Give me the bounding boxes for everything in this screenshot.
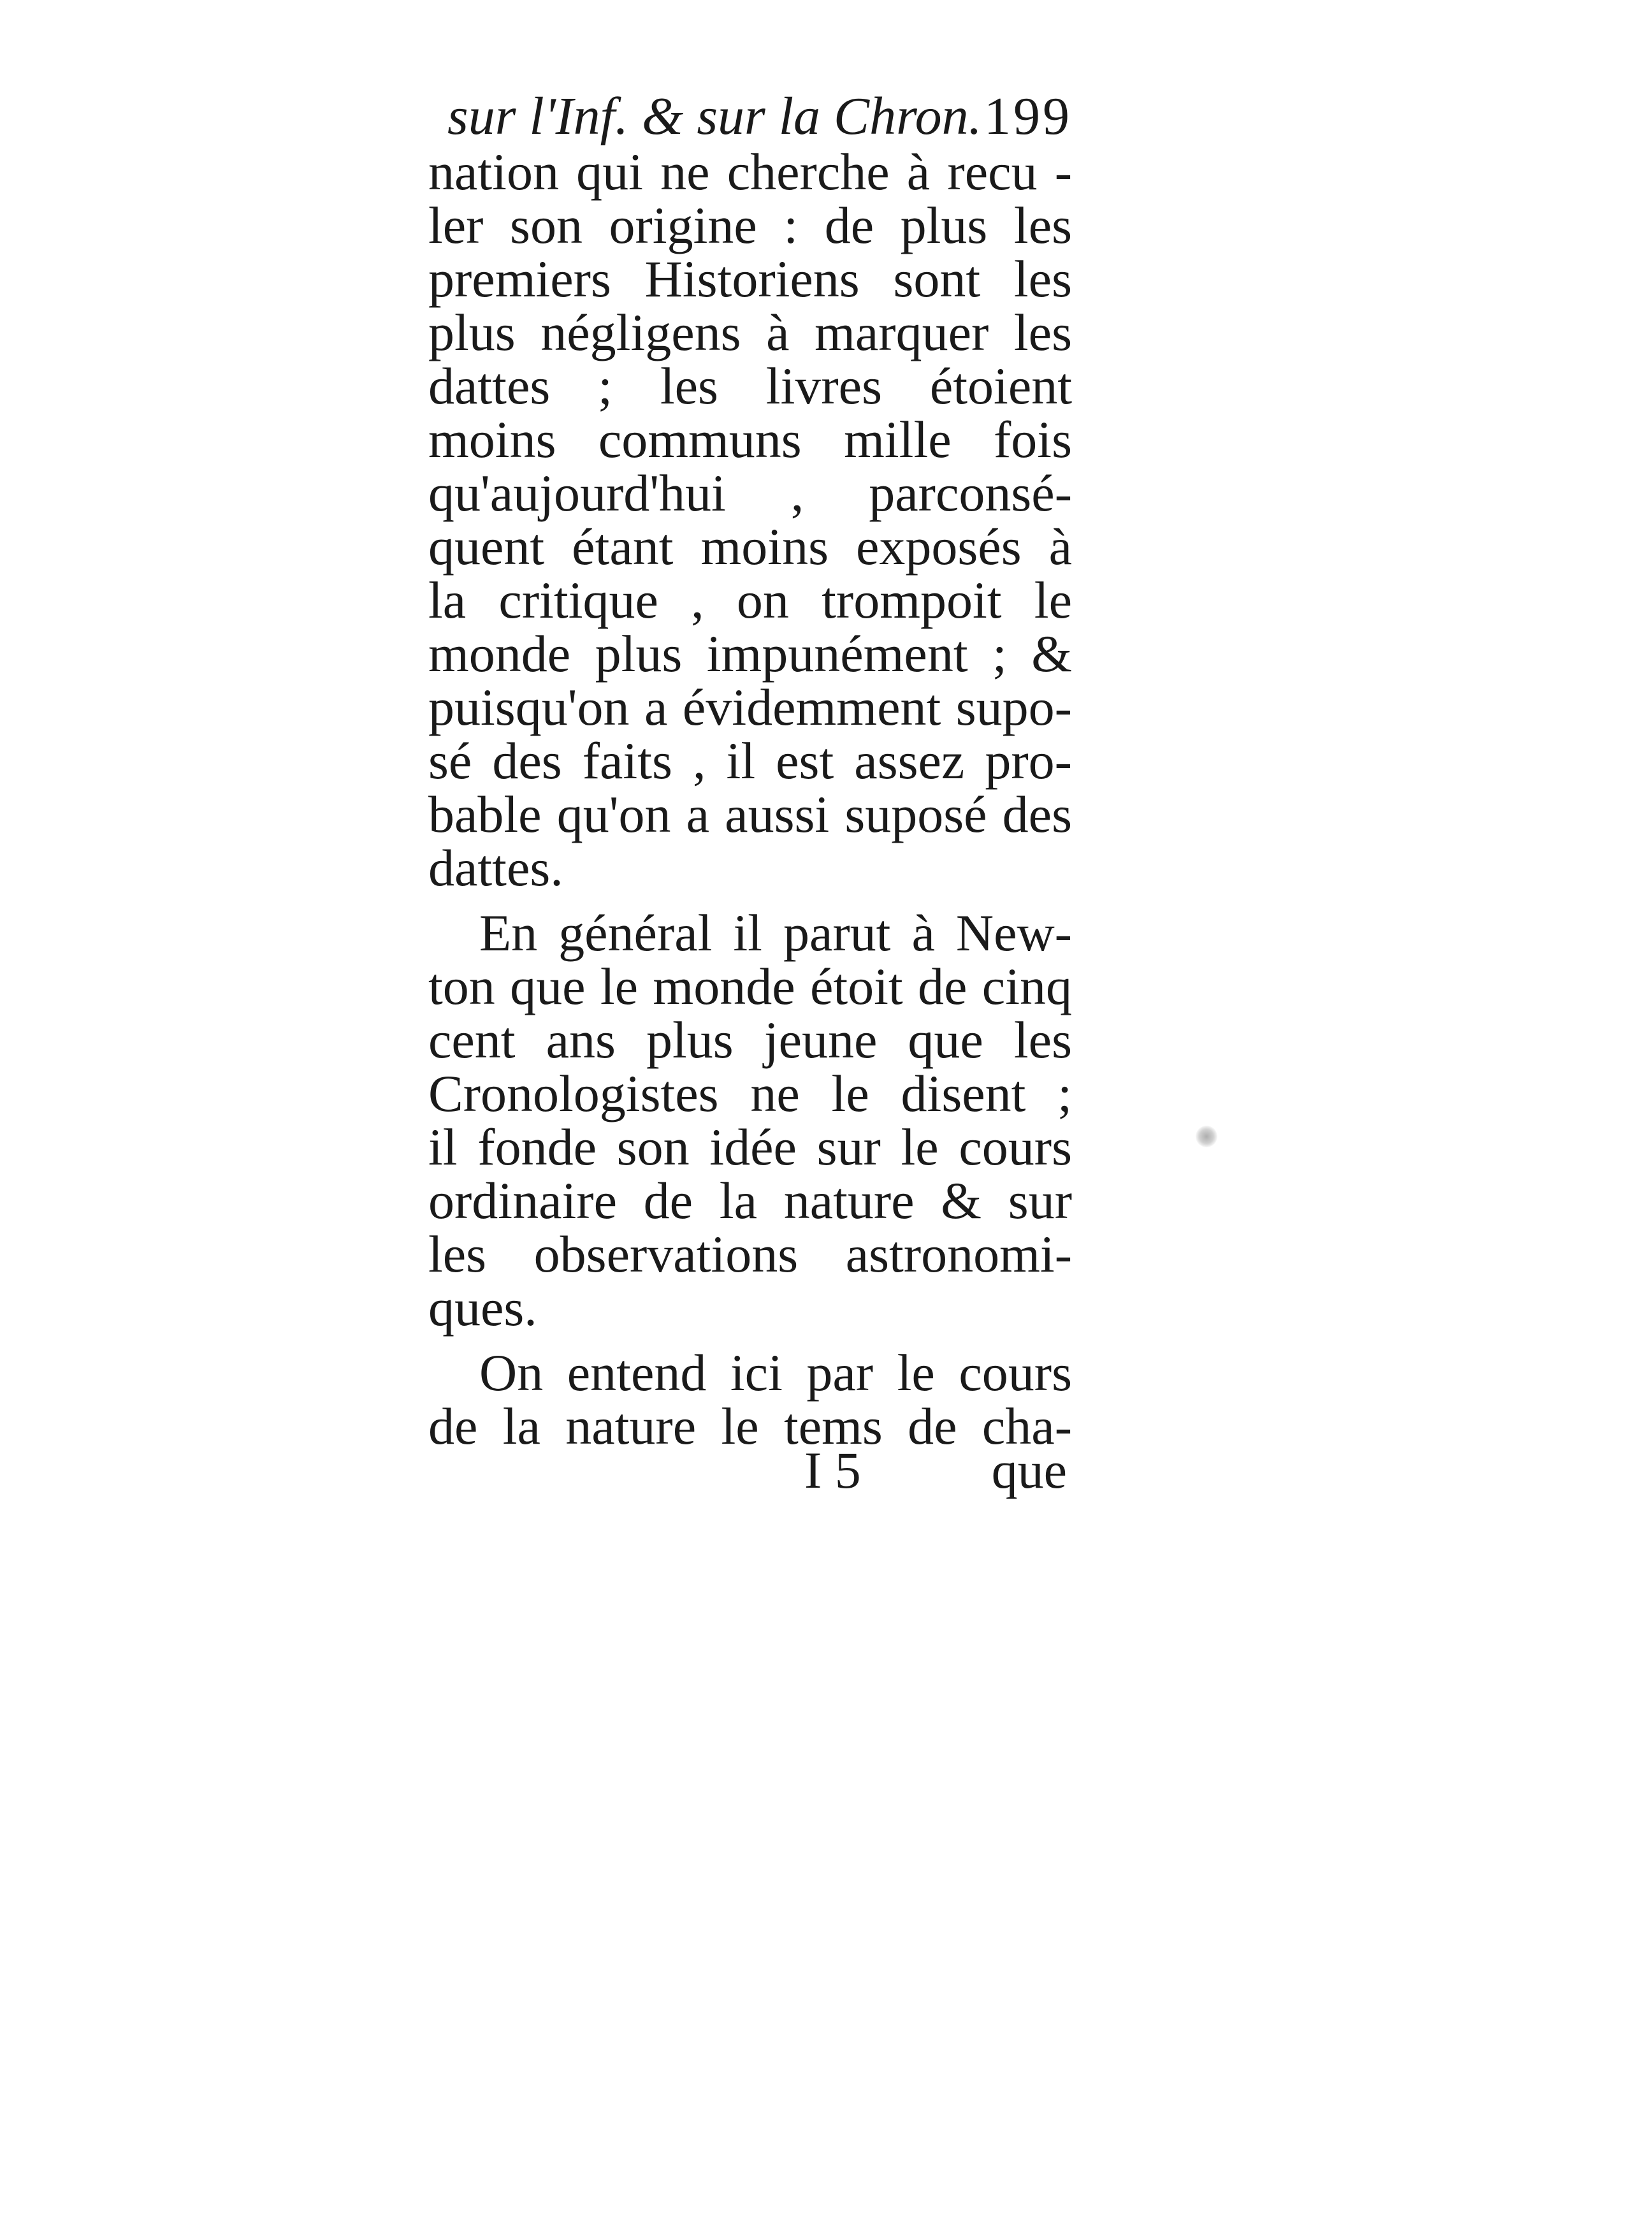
text-line: moins communs mille fois <box>428 410 1072 468</box>
text-line: de la nature le tems de cha- <box>428 1397 1072 1455</box>
text-line: monde plus impunément ; & <box>428 625 1072 683</box>
text-line: ler son origine : de plus les <box>428 196 1072 254</box>
text-line: plus négligens à marquer les <box>428 303 1072 361</box>
text-line: Cronologistes ne le disent ; <box>428 1064 1072 1122</box>
page-number: 199 <box>984 87 1072 146</box>
text-line: ordinaire de la nature & sur <box>428 1172 1072 1230</box>
text-line: On entend ici par le cours <box>479 1344 1072 1402</box>
text-line: nation qui ne cherche à recu - <box>428 143 1072 201</box>
text-line: bable qu'on a aussi suposé des <box>428 785 1072 843</box>
signature-mark: I 5 <box>804 1441 861 1499</box>
text-line: puisqu'on a évidemment supo- <box>428 678 1072 736</box>
paragraph-3 <box>428 1346 1072 1453</box>
paragraph-2 <box>428 906 1072 1335</box>
text-line: quent étant moins exposés à <box>428 518 1072 576</box>
text-line: les observations astronomi- <box>428 1225 1072 1283</box>
text-line: il fonde son idée sur le cours <box>428 1118 1072 1176</box>
page-header <box>428 88 1072 145</box>
text-line: En général il parut à New- <box>479 904 1072 962</box>
catchword: que <box>991 1441 1067 1499</box>
text-line: la critique , on trompoit le <box>428 571 1072 629</box>
text-line: dattes ; les livres étoient <box>428 357 1072 415</box>
text-line: cent ans plus jeune que les <box>428 1011 1072 1069</box>
text-line: qu'aujourd'hui , parconsé- <box>428 464 1072 522</box>
paper-speck <box>1196 1126 1217 1147</box>
running-head: sur l'Inf. & sur la Chron. <box>447 87 982 146</box>
text-line: sé des faits , il est assez pro- <box>428 732 1072 790</box>
text-line: premiers Historiens sont les <box>428 250 1072 308</box>
text-line: ques. <box>428 1279 537 1337</box>
text-line: ton que le monde étoit de cinq <box>428 957 1072 1015</box>
text-line: dattes. <box>428 839 563 897</box>
paragraph-1 <box>428 145 1072 895</box>
page-footer <box>428 1442 1072 1499</box>
text-block <box>428 88 1072 1465</box>
